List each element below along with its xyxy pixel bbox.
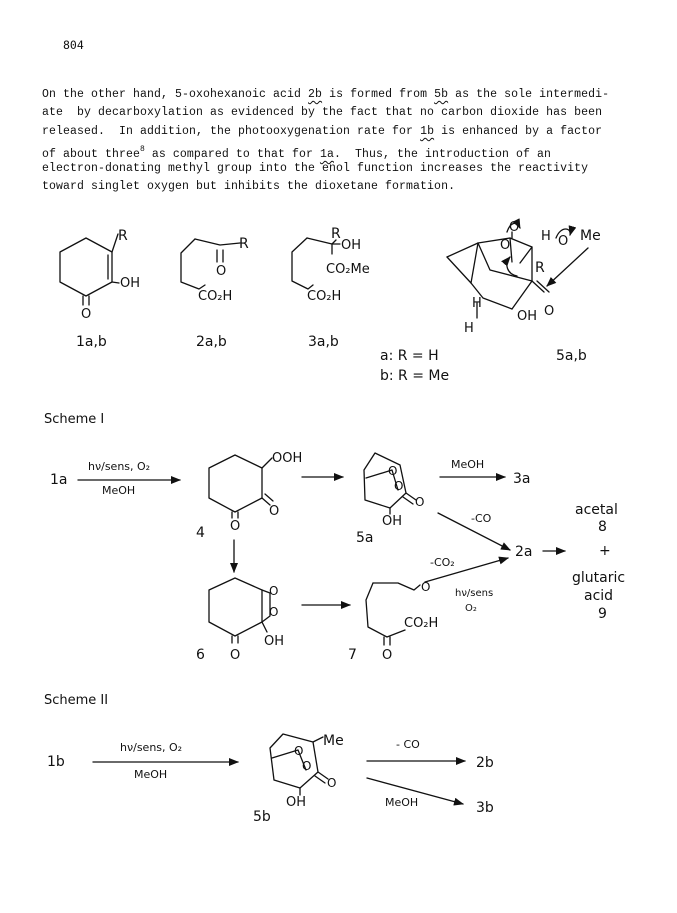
plus-sign: +	[599, 543, 611, 559]
condition-meoh: MeOH	[385, 796, 419, 809]
compound-label-3ab: 3a,b	[308, 334, 339, 350]
methyl-label: Me	[580, 228, 601, 244]
scheme-1-title: Scheme I	[44, 412, 105, 427]
ester-label: CO₂Me	[326, 262, 370, 277]
carboxyl-label: CO₂H	[198, 289, 233, 304]
compound-5ab	[447, 220, 601, 364]
methyl-label: Me	[323, 733, 344, 749]
substituent-r: R	[535, 260, 545, 276]
condition-minus-co: - CO	[396, 738, 420, 751]
ketone-o-label: O	[382, 648, 393, 663]
carboxyl-label: CO₂H	[404, 616, 439, 631]
compound-6	[196, 578, 284, 663]
substituent-r: R	[331, 226, 341, 242]
hydroxyl-label: OH	[264, 634, 285, 649]
legend-a: a: R = H	[380, 348, 439, 364]
compound-5a	[356, 453, 424, 546]
peroxide-o-label: O	[269, 605, 279, 619]
scheme-1	[50, 451, 625, 663]
peroxide-o-label: O	[269, 584, 279, 598]
carboxyl-label: CO₂H	[307, 289, 342, 304]
compound-ref-1a: 1a	[319, 148, 334, 162]
compound-ref-1b: 1b	[420, 124, 435, 138]
ketone-o-label: O	[81, 307, 92, 322]
acid-label: acid	[584, 588, 614, 604]
product-3b: 3b	[476, 800, 494, 816]
condition-photo: hν/sens	[455, 588, 494, 599]
hydrogen-label: H	[472, 296, 482, 311]
compound-ref-5b: 5b	[434, 88, 449, 101]
compound-label-4: 4	[196, 525, 205, 541]
compound-4	[196, 451, 302, 541]
condition-o2: O₂	[465, 603, 477, 614]
text-line-5: electron-donating methyl group into the enol function increases the reactivity	[42, 161, 589, 175]
peroxide-o-label: O	[302, 759, 312, 773]
text-line-3: released. In addition, the photooxygenation rate for 1b is enhanced by a factor	[42, 124, 603, 138]
hydroperoxide-label: OOH	[272, 451, 303, 466]
compound-label-5a: 5a	[356, 530, 374, 546]
peroxide-o-label: O	[509, 220, 520, 235]
condition-meoh: MeOH	[451, 458, 485, 471]
acetal-number: 8	[598, 519, 607, 535]
aldehyde-o-label: O	[421, 580, 431, 594]
hydroxyl-label: OH	[286, 795, 307, 810]
ketone-o-label: O	[230, 648, 241, 663]
start-1a: 1a	[50, 472, 68, 488]
ketone-o-label: O	[269, 504, 280, 519]
text-line-1: On the other hand, 5-oxohexanoic acid 2b is formed from 5b as the sole intermedi-	[42, 88, 610, 101]
product-2b: 2b	[476, 755, 494, 771]
compound-ref-2b: 2b	[308, 88, 323, 101]
condition-meoh: MeOH	[134, 768, 168, 781]
methanol-o-label: O	[558, 234, 569, 249]
product-2a: 2a	[515, 544, 533, 560]
peroxide-o-label: O	[294, 744, 304, 758]
hydrogen-label: H	[541, 229, 551, 244]
acetal-label: acetal	[575, 502, 618, 518]
condition-photo: hν/sens, O₂	[120, 741, 183, 754]
legend-b: b: R = Me	[380, 368, 450, 384]
hydroxyl-label: OH	[120, 276, 141, 291]
glutaric-label: glutaric	[572, 570, 626, 586]
scheme-2	[47, 733, 494, 825]
citation-superscript: 8	[140, 145, 145, 155]
hydroxyl-label: OH	[341, 238, 362, 253]
ketone-o-label: O	[230, 519, 241, 534]
ketone-o-label: O	[415, 495, 425, 509]
condition-photo: hν/sens, O₂	[88, 460, 151, 473]
condition-minus-co: -CO	[471, 512, 492, 525]
compound-7	[348, 580, 438, 663]
substituent-r: R	[239, 236, 249, 252]
compound-label-7: 7	[348, 647, 357, 663]
hydroxyl-label: OH	[382, 514, 403, 529]
substituent-r: R	[118, 228, 128, 244]
ketone-o-label: O	[327, 776, 337, 790]
start-1b: 1b	[47, 754, 65, 770]
page-number: 804	[63, 38, 84, 52]
compound-2ab	[181, 236, 249, 350]
compound-1ab	[60, 228, 140, 350]
text-line-4: of about three$^8$ as compared to that for 1a. Thus, the introduction of an	[42, 145, 552, 162]
ketone-o-label: O	[544, 304, 555, 319]
compound-5b	[253, 733, 344, 825]
acid-number: 9	[598, 606, 607, 622]
peroxide-o-label: O	[500, 238, 511, 253]
hydrogen-label: H	[464, 321, 474, 336]
product-3a: 3a	[513, 471, 531, 487]
compound-3ab	[292, 226, 370, 350]
compound-label-5b: 5b	[253, 809, 271, 825]
text-line-2: ate by decarboxylation as evidenced by the fact that no carbon dioxide has been	[42, 106, 603, 120]
text-line-6: toward singlet oxygen but inhibits the dioxetane formation.	[42, 179, 456, 193]
condition-minus-co2: -CO₂	[430, 556, 455, 569]
peroxide-o-label: O	[394, 479, 404, 493]
ketone-o-label: O	[216, 264, 227, 279]
hydroxyl-label: OH	[517, 309, 538, 324]
compound-label-5ab: 5a,b	[556, 348, 587, 364]
condition-meoh: MeOH	[102, 484, 136, 497]
peroxide-o-label: O	[388, 464, 398, 478]
compound-label-1ab: 1a,b	[76, 334, 107, 350]
scheme-2-title: Scheme II	[44, 693, 109, 708]
compound-label-6: 6	[196, 647, 205, 663]
compound-label-2ab: 2a,b	[196, 334, 227, 350]
